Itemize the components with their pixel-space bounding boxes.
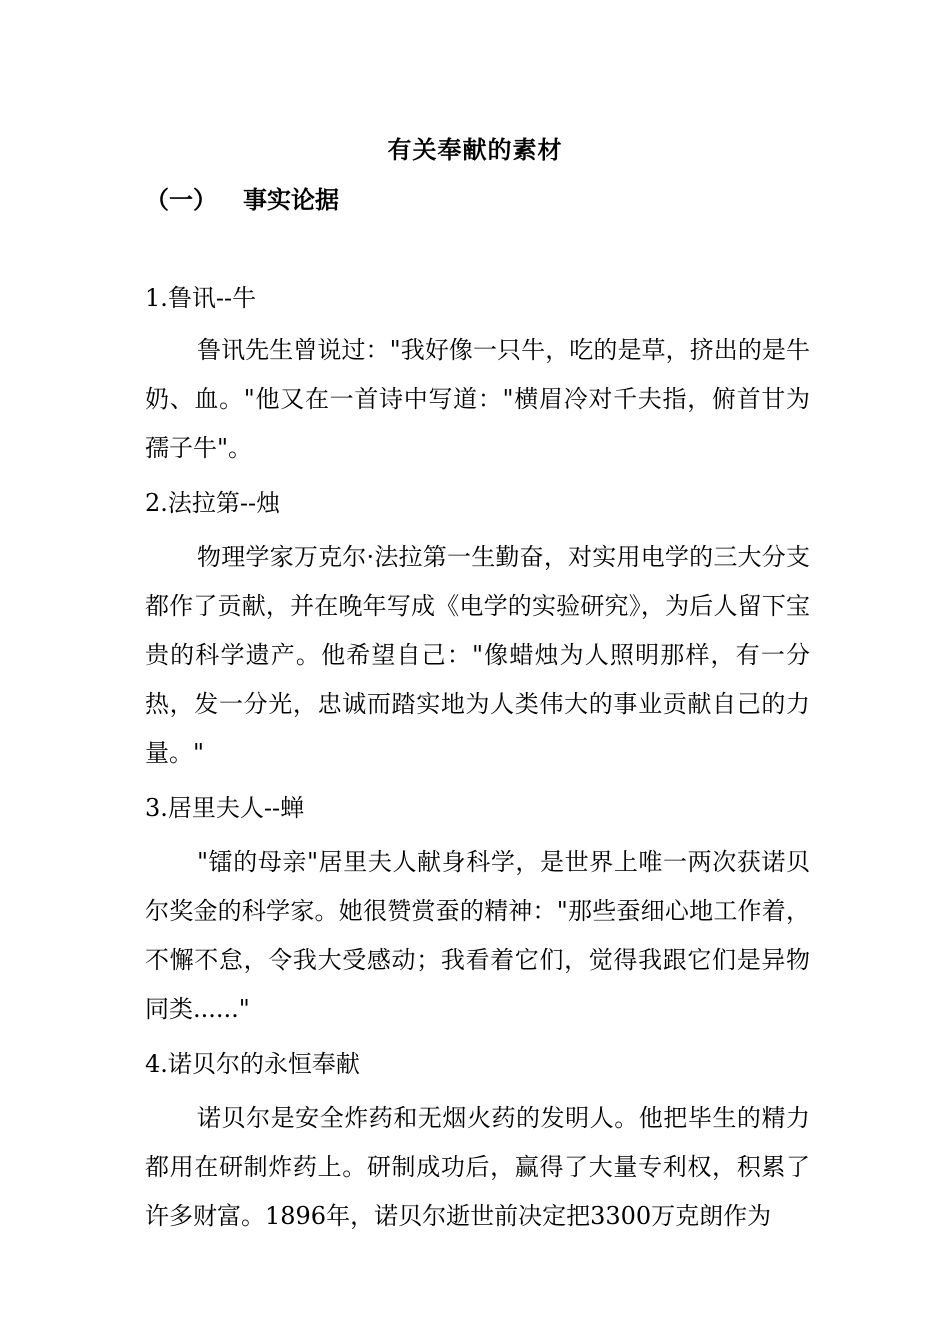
item-heading: 2.法拉第--烛 bbox=[145, 489, 281, 517]
section-number: （一） bbox=[145, 186, 217, 214]
item-heading: 3.居里夫人--蝉 bbox=[145, 794, 305, 822]
document-body bbox=[145, 280, 810, 1253]
document-title: 有关奉献的素材 bbox=[387, 136, 563, 164]
section-heading bbox=[145, 182, 339, 218]
list-item bbox=[145, 1046, 810, 1241]
list-item bbox=[145, 280, 810, 473]
item-heading: 1.鲁讯--牛 bbox=[145, 284, 257, 312]
list-item bbox=[145, 485, 810, 778]
list-item bbox=[145, 790, 810, 1034]
section-label: 事实论据 bbox=[243, 186, 339, 214]
item-paragraph: 诺贝尔是安全炸药和无烟火药的发明人。他把毕生的精力都用在研制炸药上。研制成功后，赢得了大量专利权，积累了许多财富。1896年，诺贝尔逝世前决定把3300万克朗作为 bbox=[145, 1104, 810, 1230]
item-paragraph: 鲁讯先生曾说过："我好像一只牛，吃的是草，挤出的是牛奶、血。"他又在一首诗中写道："横眉冷对千夫指，俯首甘为孺子牛"。 bbox=[145, 336, 810, 462]
item-heading: 4.诺贝尔的永恒奉献 bbox=[145, 1050, 360, 1078]
item-paragraph: 物理学家万克尔·法拉第一生勤奋，对实用电学的三大分支都作了贡献，并在晚年写成《电学的实验研究》，为后人留下宝贵的科学遗产。他希望自己："像蜡烛为人照明那样，有一分热，发一分光，忠诚而踏实地为人类伟大的事业贡献自己的力量。" bbox=[145, 543, 810, 767]
item-paragraph: "镭的母亲"居里夫人献身科学，是世界上唯一两次获诺贝尔奖金的科学家。她很赞赏蚕的精神："那些蚕细心地工作着，不懈不怠，令我大受感动；我看着它们，觉得我跟它们是异物同类......" bbox=[145, 848, 810, 1023]
